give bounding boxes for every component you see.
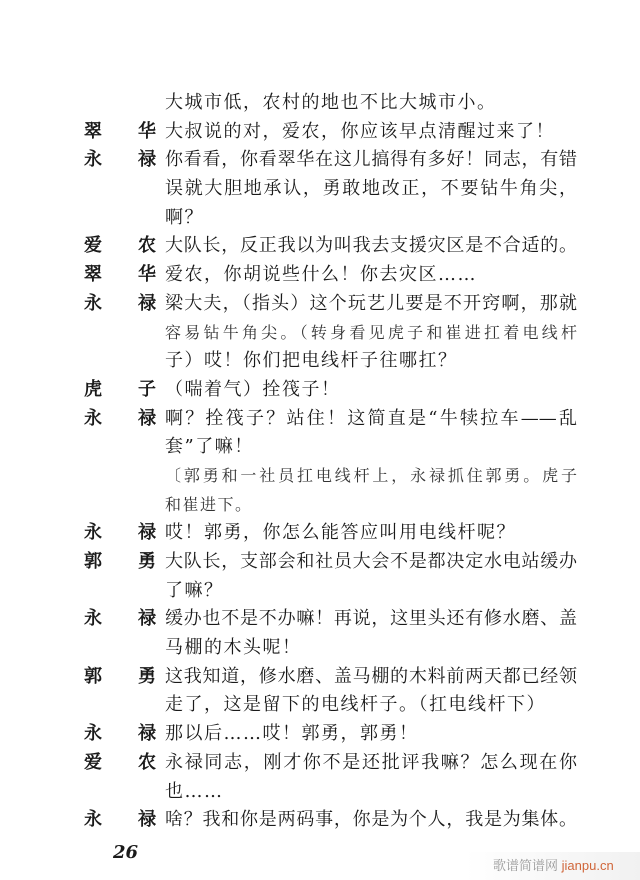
speaker-char: 永: [84, 522, 102, 544]
stage-direction-line: [0, 462, 640, 491]
speaker-char: 勇: [138, 665, 156, 687]
speaker-char: 爱: [84, 235, 102, 257]
speaker-name: [84, 663, 156, 692]
speaker-char: 禄: [138, 608, 156, 630]
speaker-char: 虎: [84, 378, 102, 400]
dialogue-line: [0, 720, 640, 749]
line-text: 大队长，反正我以为叫我去支援灾区是不合适的。: [165, 235, 577, 257]
speaker-name: [84, 290, 156, 319]
line-text: 马棚的木头呢！: [165, 637, 302, 659]
dialogue-line: [0, 232, 640, 261]
speaker-name: [84, 118, 156, 147]
line-text: 那以后……哎！郭勇，郭勇！: [165, 723, 419, 745]
speaker-char: 禄: [138, 809, 156, 831]
line-text: 爱农，你胡说些什么！你去灾区……: [165, 264, 477, 286]
speaker-char: 勇: [138, 551, 156, 572]
speaker-char: 禄: [138, 292, 156, 314]
speaker-char: 郭: [84, 551, 102, 572]
speaker-name: [84, 749, 156, 778]
speaker-name: [84, 720, 156, 749]
speaker-name: [84, 232, 156, 261]
dialogue-line: [0, 749, 640, 778]
speaker-name: [84, 376, 156, 405]
line-text: 也……: [165, 780, 224, 802]
speaker-char: 永: [84, 292, 102, 314]
speaker-char: 禄: [138, 149, 156, 171]
dialogue-line: [0, 605, 640, 634]
stage-direction-line: [0, 89, 640, 118]
dialogue-line: [0, 376, 640, 405]
dialogue-line: [0, 778, 640, 807]
dialogue-line: [0, 519, 640, 548]
line-text: （喘着气）拴筏子！: [165, 378, 341, 400]
line-text: 大队长，支部会和社员大会不是都决定水电站缓办: [165, 551, 577, 572]
line-text: 大叔说的对，爱农，你应该早点清醒过来了！: [165, 120, 555, 142]
speaker-name: [84, 806, 156, 835]
speaker-char: 郭: [84, 665, 102, 687]
dialogue-line: [0, 691, 640, 720]
speaker-name: [84, 261, 156, 290]
line-text: 这我知道，修水磨、盖马棚的木料前两天都已经领: [165, 665, 577, 687]
line-text: 套”了嘛！: [165, 436, 254, 458]
dialogue-line: [0, 663, 640, 692]
stage-direction-line: [0, 491, 640, 520]
line-text: 走了，这是留下的电线杆子。（扛电线杆下）: [165, 694, 546, 716]
line-text: 容易钻牛角尖。（转身看见虎子和崔进扛着电线杆: [165, 322, 577, 342]
dialogue-line: [0, 634, 640, 663]
speaker-char: 翠: [84, 120, 102, 142]
dialogue-line: [0, 261, 640, 290]
line-text: 〔郭勇和一社员扛电线杆上，永禄抓住郭勇。虎子: [165, 465, 577, 485]
line-text: 缓办也不是不办嘛！再说，这里头还有修水磨、盖: [165, 608, 577, 630]
line-text: 了嘛？: [165, 579, 224, 601]
dialogue-line: [0, 319, 640, 348]
speaker-char: 农: [138, 751, 156, 773]
speaker-char: 禄: [138, 522, 156, 544]
dialogue-line: [0, 548, 640, 577]
dialogue-line: [0, 175, 640, 204]
speaker-name: [84, 548, 156, 577]
speaker-char: 禄: [138, 723, 156, 745]
line-text: 和崔进下。: [165, 494, 253, 514]
watermark: [465, 852, 640, 880]
dialogue-line: [0, 290, 640, 319]
speaker-name: [84, 146, 156, 175]
dialogue-line: [0, 146, 640, 175]
line-text: 误就大胆地承认，勇敢地改正，不要钻牛角尖，: [165, 178, 577, 200]
speaker-name: [84, 605, 156, 634]
speaker-char: 华: [138, 264, 156, 286]
line-text: 你看看，你看翠华在这儿搞得有多好！同志，有错: [165, 149, 577, 171]
dialogue-line: [0, 204, 640, 233]
line-text: 啊？拴筏子？站住！这简直是“牛犊拉车——乱: [165, 407, 577, 429]
speaker-char: 禄: [138, 407, 156, 429]
speaker-char: 华: [138, 120, 156, 142]
page-number: 26: [113, 842, 139, 863]
speaker-name: [84, 405, 156, 434]
speaker-char: 永: [84, 723, 102, 745]
line-text: 啊？: [165, 206, 204, 228]
line-text: 大城市低，农村的地也不比大城市小。: [165, 92, 497, 113]
dialogue-line: [0, 118, 640, 147]
speaker-char: 爱: [84, 751, 102, 773]
dialogue-line: [0, 433, 640, 462]
dialogue-line: [0, 806, 640, 835]
line-text: 梁大夫，（指头）这个玩艺儿要是不开窍啊，那就: [165, 292, 577, 314]
script-body: [0, 89, 640, 835]
line-text: 子）哎！你们把电线杆子往哪扛？: [165, 350, 458, 372]
dialogue-line: [0, 347, 640, 376]
dialogue-line: [0, 577, 640, 606]
line-text: 哎！郭勇，你怎么能答应叫用电线杆呢？: [165, 522, 516, 544]
speaker-char: 永: [84, 149, 102, 171]
speaker-char: 永: [84, 407, 102, 429]
dialogue-line: [0, 405, 640, 434]
speaker-char: 农: [138, 235, 156, 257]
watermark-cn: 歌谱简谱网: [493, 858, 559, 873]
speaker-char: 永: [84, 608, 102, 630]
speaker-char: 翠: [84, 264, 102, 286]
speaker-name: [84, 519, 156, 548]
watermark-en: jianpu.cn: [561, 858, 614, 873]
line-text: 永禄同志，刚才你不是还批评我嘛？怎么现在你: [165, 751, 577, 773]
speaker-char: 子: [138, 378, 156, 400]
line-text: 啥？我和你是两码事，你是为个人，我是为集体。: [165, 809, 577, 831]
speaker-char: 永: [84, 809, 102, 831]
